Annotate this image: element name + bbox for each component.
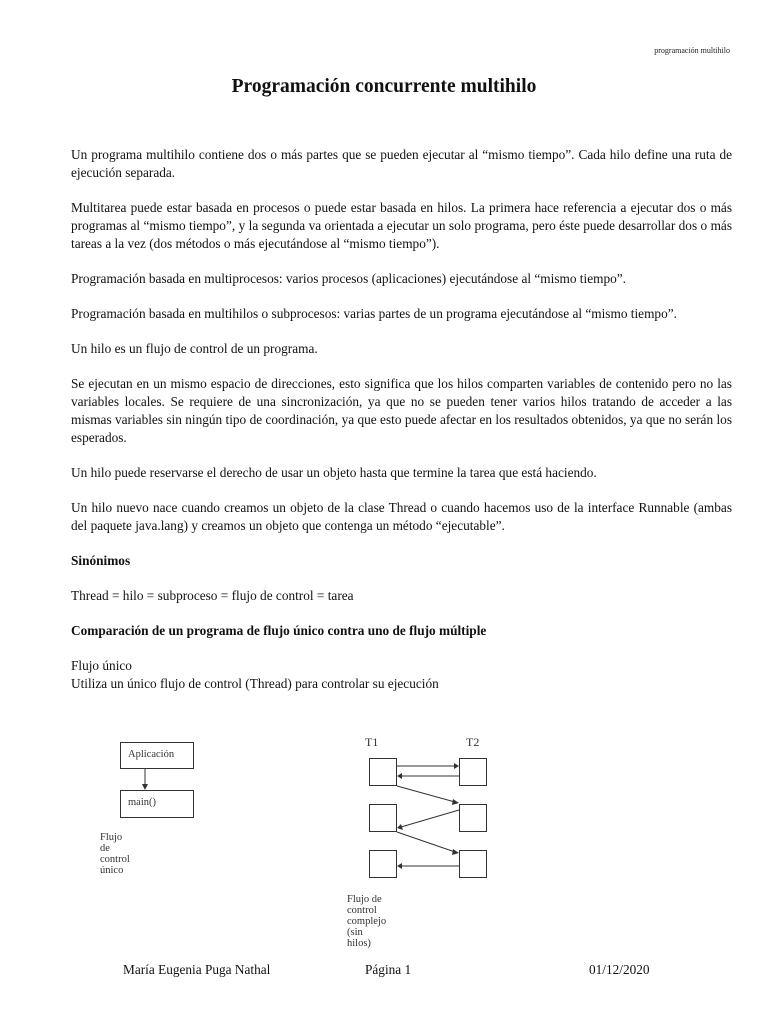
page-title: Programación concurrente multihilo [231, 76, 537, 97]
paragraph-hilo-nuevo: Un hilo nuevo nace cuando creamos un objeto de la clase Thread o cuando hacemos uso de la interface Runnable (ambas del paquete java.lang) y creamos un objeto que contenga un método “ejecutable”. [71, 500, 732, 533]
caption-single-flow: Flujo de control único [100, 832, 130, 876]
footer-page-number: Página 1 [365, 962, 412, 977]
box-main: main() [120, 790, 194, 818]
label-t2: T2 [466, 735, 480, 749]
paragraph-reserva-objeto: Un hilo puede reservarse el derecho de usar un objeto hasta que termine la tarea que está haciendo. [71, 465, 597, 480]
caption-complex-flow: Flujo de control complejo (sin hilos) [347, 894, 387, 949]
heading-sinonimos: Sinónimos [71, 553, 131, 568]
paragraph-intro: Un programa multihilo contiene dos o más partes que se pueden ejecutar al “mismo tiempo”. Cada hilo define una ruta de ejecución separada. [71, 147, 732, 180]
paragraph-multihilos: Programación basada en multihilos o subprocesos: varias partes de un programa ejecutándose al “mismo tiempo”. [71, 306, 677, 321]
paragraph-multitarea: Multitarea puede estar basada en procesos o puede estar basada en hilos. La primera hace referencia a ejecutar dos o más programas al “mismo tiempo”, y la segunda va orientada a ejecutar un solo programa, pero éste puede desarrollar dos o más tareas a la vez (dos métodos o más ejecutándose al “mismo tiempo”). [71, 200, 732, 251]
box-aplicacion: Aplicación [120, 742, 194, 769]
footer-date: 01/12/2020 [589, 962, 650, 977]
label-t1: T1 [365, 735, 379, 749]
heading-comparacion: Comparación de un programa de flujo único contra uno de flujo múltiple [71, 623, 487, 638]
running-header: programación multihilo [654, 46, 730, 55]
paragraph-sinonimos: Thread = hilo = subproceso = flujo de control = tarea [71, 588, 354, 603]
paragraph-flujo-unico-desc: Utiliza un único flujo de control (Thread) para controlar su ejecución [71, 676, 439, 691]
label-flujo-unico: Flujo único [71, 658, 132, 673]
footer-author: María Eugenia Puga Nathal [123, 962, 271, 977]
paragraph-hilo-definicion: Un hilo es un flujo de control de un programa. [71, 341, 318, 356]
paragraph-espacio-direcciones: Se ejecutan en un mismo espacio de direcciones, esto significa que los hilos comparten variables de contenido pero no las variables locales. Se requiere de una sincronización, ya que no se pueden tener varios hilos tratando de acceder a las mismas variables sin ningún tipo de coordinación, ya que esto puede afectar en los resultados obtenidos, ya que no serán los esperados. [71, 376, 732, 445]
paragraph-multiprocesos: Programación basada en multiprocesos: varios procesos (aplicaciones) ejecutándose al “mismo tiempo”. [71, 271, 626, 286]
